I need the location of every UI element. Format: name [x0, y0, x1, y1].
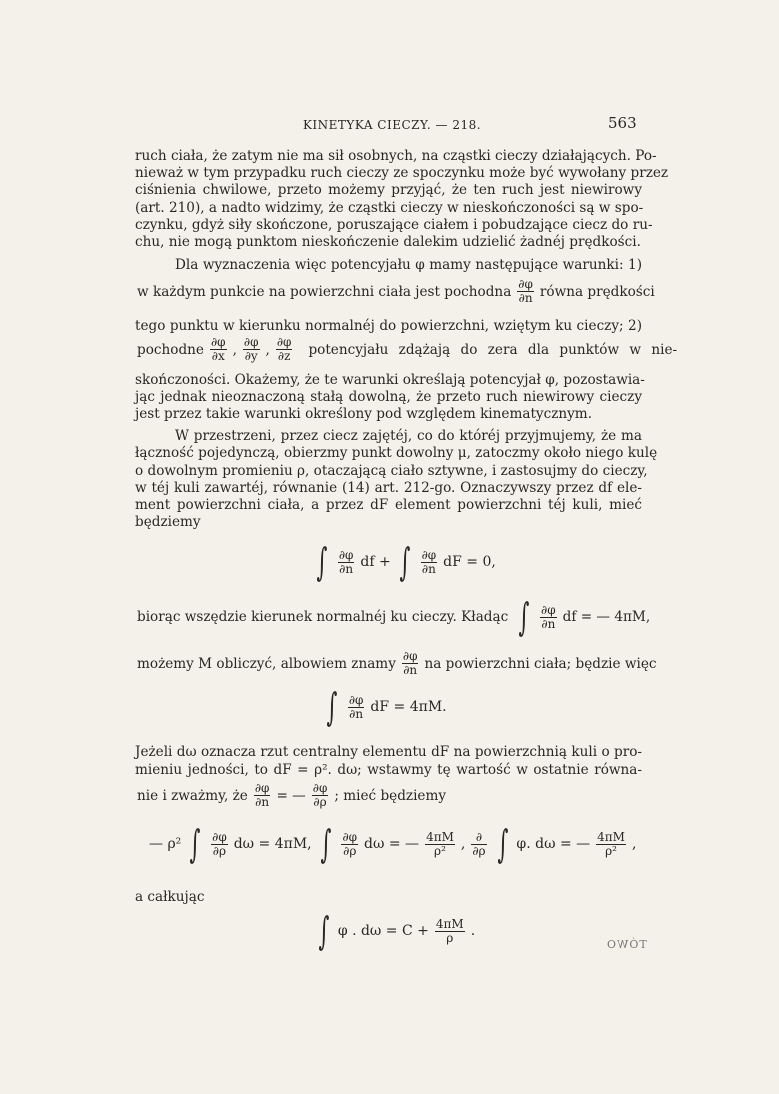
fraction-dphi-dn — [419, 549, 440, 576]
equation-radial-derivative — [147, 822, 638, 866]
comma: , — [232, 341, 237, 358]
denominator: ρ² — [434, 843, 446, 858]
integral-sign: ∫ — [518, 595, 530, 639]
text-line: łączność pojedynczą, obierzmy punkt dowolny μ, zatoczmy około niego kulę — [135, 445, 658, 461]
numerator: ∂φ — [210, 335, 226, 349]
math-term: . — [470, 923, 476, 939]
text-segment: ; mieć będziemy — [334, 787, 447, 804]
integral-sign: ∫ — [399, 540, 411, 584]
math-term: dF = 0, — [443, 554, 496, 570]
text-line: nieważ w tym przypadku ruch cieczy ze spoczynku może być wywołany przez — [135, 165, 669, 181]
text-segment: biorąc wszędzie kierunek normalnéj ku cieczy. Kładąc — [137, 609, 509, 625]
fraction-dphi-dn — [400, 650, 421, 677]
text-line: a całkując — [135, 889, 205, 905]
integral-sign: ∫ — [189, 822, 201, 866]
comma: , — [265, 341, 270, 358]
integral-sign: ∫ — [316, 540, 328, 584]
denominator: ∂n — [518, 291, 533, 305]
fraction-4piM-rho — [433, 918, 467, 945]
math-term: φ . dω = C + — [337, 923, 429, 939]
fraction-4piM-rho2 — [594, 831, 628, 858]
text-line-with-fraction — [135, 649, 657, 677]
fraction-dphi-dx — [208, 336, 229, 363]
text-line: mieniu jedności, to dF = ρ². dω; wstawmy tę wartość w ostatnie równa- — [135, 762, 642, 778]
numerator: ∂φ — [348, 692, 364, 707]
math-term: df = — 4πM, — [562, 609, 651, 625]
denominator: ρ² — [605, 843, 617, 858]
text-segment: potencyjału zdążają do zera dla punktów w nie- — [308, 341, 678, 358]
denominator: ∂ρ — [343, 843, 357, 858]
fraction-dphi-drho — [310, 782, 331, 809]
integral-sign: ∫ — [497, 822, 508, 866]
text-line: jąc jednak nieoznaczoną stałą dowolną, że przeto ruch niewirowy cieczy — [135, 389, 642, 405]
denominator: ∂n — [403, 663, 418, 677]
text-line: czynku, gdyż siły skończone, poruszające ciałem i pobudzające ciecz do ru- — [135, 217, 653, 233]
denominator: ∂n — [421, 561, 436, 576]
text-line: tego punktu w kierunku normalnéj do powierzchni, wziętym ku cieczy; 2) — [135, 318, 642, 334]
page-number: 563 — [608, 114, 637, 132]
denominator: ∂ρ — [212, 843, 227, 858]
denominator: ∂ρ — [472, 843, 486, 858]
denominator: ∂n — [339, 561, 354, 576]
denominator: ∂x — [211, 349, 225, 363]
numerator: ∂φ — [254, 781, 270, 795]
text-segment: możemy M obliczyć, albowiem znamy — [137, 655, 396, 672]
integral-sign: ∫ — [320, 822, 331, 866]
running-header: KINETYKA CIECZY. — 218. — [302, 118, 482, 132]
numerator: ∂φ — [243, 335, 259, 349]
numerator: ∂φ — [312, 781, 328, 795]
math-term: dF = 4πM. — [370, 699, 447, 715]
text-line: skończoności. Okażemy, że te warunki określają potencyjał φ, pozostawia- — [135, 372, 645, 388]
math-operator: = — — [276, 787, 306, 804]
text-line: ciśnienia chwilowe, przeto możemy przyjąć, że ten ruch jest niewirowy — [135, 182, 642, 198]
math-term: — ρ² — [149, 836, 182, 852]
denominator: ∂n — [255, 795, 270, 809]
text-segment: na powierzchni ciała; będzie więc — [424, 655, 657, 672]
numerator: ∂φ — [212, 829, 227, 844]
equation-sphere-integral — [320, 685, 449, 729]
fraction-dphi-dy — [241, 336, 262, 363]
numerator: ∂φ — [541, 602, 556, 617]
mirrored-margin-mark: TÓWO — [606, 938, 647, 951]
text-line: będziemy — [135, 514, 201, 530]
math-term: φ. dω = — — [516, 836, 591, 852]
fraction-d-drho — [469, 831, 488, 858]
fraction-dphi-drho — [339, 831, 360, 858]
text-segment: równa prędkości — [539, 283, 655, 300]
text-line: Dla wyznaczenia więc potencyjału φ mamy następujące warunki: 1) — [175, 257, 642, 273]
denominator: ∂n — [541, 616, 556, 631]
equation-final-integral — [312, 909, 477, 953]
fraction-4piM-rho2 — [423, 831, 457, 858]
text-line: chu, nie mogą punktom nieskończenie dalekim udzielić żadnéj prędkości. — [135, 234, 641, 250]
numerator: 4πM — [426, 829, 454, 844]
denominator: ∂z — [277, 349, 291, 363]
fraction-dphi-dn — [538, 604, 559, 631]
text-line: jest przez takie warunki określony pod względem kinematycznym. — [135, 406, 593, 422]
comma: , — [460, 836, 466, 852]
text-segment: pochodne — [137, 341, 204, 358]
inline-equation — [512, 595, 652, 639]
text-line: w téj kuli zawartéj, równanie (14) art. 212-go. Oznaczywszy przez df ele- — [135, 480, 642, 496]
math-term: df + — [360, 554, 391, 570]
numerator: ∂φ — [402, 649, 418, 663]
denominator: ∂y — [244, 349, 258, 363]
fraction-dphi-drho — [209, 831, 230, 858]
numerator: 4πM — [597, 829, 625, 844]
text-segment: w każdym punkcie na powierzchni ciała jest pochodna — [137, 283, 512, 300]
text-line: o dowolnym promieniu ρ, otaczającą ciało sztywne, i zastosujmy do cieczy, — [135, 463, 648, 479]
text-line-with-fractions — [135, 335, 678, 363]
text-line: W przestrzeni, przez ciecz zajętéj, co do któréj przyjmujemy, że ma — [175, 428, 642, 444]
fraction-dphi-dn — [336, 549, 357, 576]
numerator: ∂φ — [421, 547, 437, 562]
text-line: ment powierzchni ciała, a przez dF element powierzchni téj kuli, mieć — [135, 497, 642, 513]
text-line: ruch ciała, że zatym nie ma sił osobnych, na cząstki cieczy działających. Po- — [135, 148, 657, 164]
numerator: ∂φ — [276, 335, 292, 349]
text-line-with-integral — [135, 595, 651, 639]
math-term: dω = 4πM, — [233, 836, 312, 852]
fraction-dphi-dn — [515, 278, 536, 305]
numerator: ∂φ — [518, 277, 533, 291]
comma: , — [631, 836, 637, 852]
fraction-dphi-dn — [346, 694, 367, 721]
fraction-dphi-dn — [252, 782, 273, 809]
integral-sign: ∫ — [318, 909, 330, 953]
text-line: Jeżeli dω oznacza rzut centralny elementu dF na powierzchnią kuli o pro- — [135, 744, 642, 760]
denominator: ρ — [446, 930, 454, 945]
text-line: (art. 210), a nadto widzimy, że cząstki cieczy w nieskończoności są w spo- — [135, 200, 644, 216]
integral-sign: ∫ — [326, 685, 338, 729]
denominator: ∂ρ — [313, 795, 327, 809]
equation-surface-integral — [310, 540, 498, 584]
text-line-with-fraction — [135, 277, 655, 305]
denominator: ∂n — [349, 706, 364, 721]
text-segment: nie i zważmy, że — [137, 787, 248, 804]
numerator: 4πM — [435, 916, 464, 931]
math-term: dω = — — [364, 836, 420, 852]
numerator: ∂φ — [342, 829, 358, 844]
fraction-dphi-dz — [274, 336, 295, 363]
numerator: ∂ — [471, 831, 486, 845]
numerator: ∂φ — [338, 547, 354, 562]
text-line-with-fractions — [135, 782, 448, 809]
